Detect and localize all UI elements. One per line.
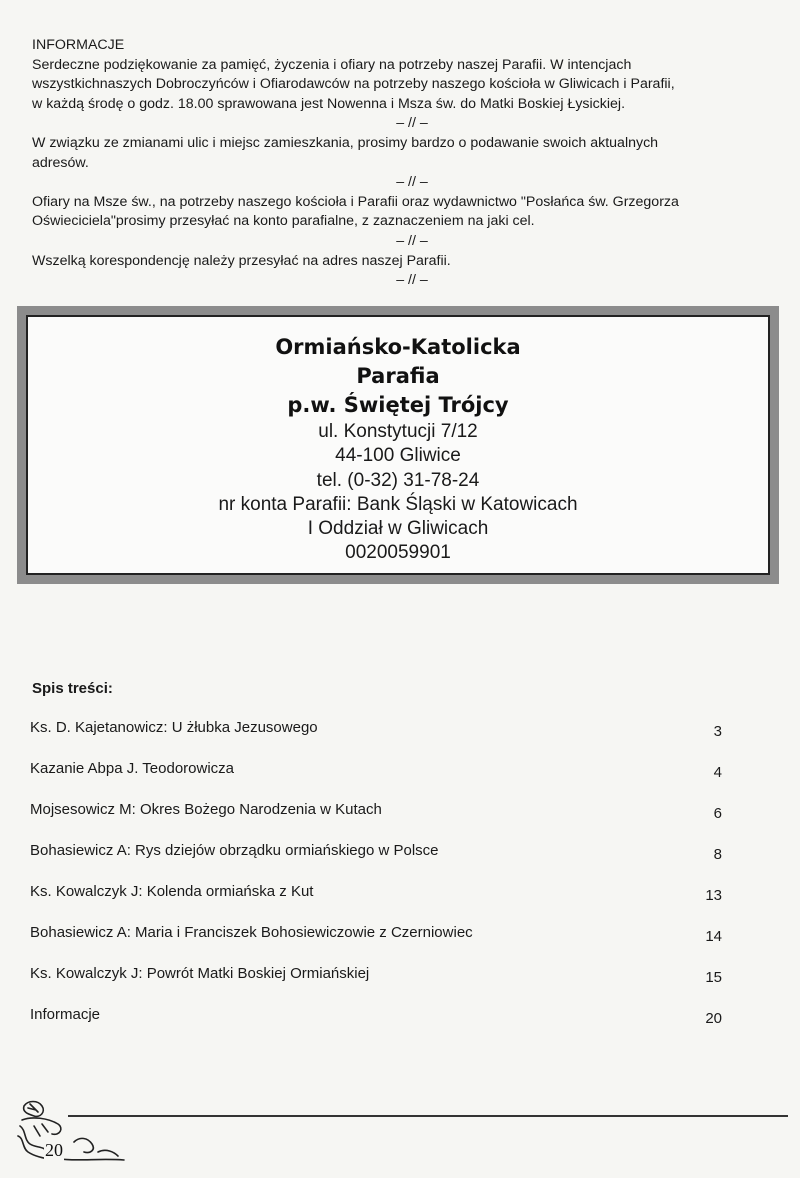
parish-account: 0020059901 — [345, 542, 451, 564]
info-paragraph-3 — [32, 193, 792, 232]
parish-name-line-1: Ormiańsko-Katolicka — [275, 335, 521, 359]
text-line: wszystkichnaszych Dobroczyńców i Ofiarodawców na potrzeby naszego kościoła w Gliwicach i Parafii, — [32, 76, 675, 93]
parish-info-box — [17, 306, 779, 584]
toc-entry-page: 14 — [705, 928, 722, 945]
separator: – // – — [396, 232, 428, 249]
text-line: Oświeciciela"prosimy przesyłać na konto parafialne, z zaznaczeniem na jaki cel. — [32, 213, 535, 230]
text-line: Wszelką korespondencję należy przesyłać na adres naszej Parafii. — [32, 252, 451, 269]
info-paragraph-1 — [32, 56, 792, 115]
toc-entry — [30, 883, 730, 924]
toc-entry — [30, 760, 730, 801]
toc-entry — [30, 842, 730, 883]
toc-entry-page: 6 — [713, 805, 722, 822]
toc-entry-title: Bohasiewicz A: Rys dziejów obrządku ormiańskiego w Polsce — [30, 842, 439, 859]
toc-entry-page: 13 — [705, 887, 722, 904]
toc-entry-title: Mojsesowicz M: Okres Bożego Narodzenia w Kutach — [30, 801, 382, 818]
parish-bank: nr konta Parafii: Bank Śląski w Katowicach — [218, 493, 578, 515]
toc-entry-title: Bohasiewicz A: Maria i Franciszek Bohosiewiczowie z Czerniowiec — [30, 924, 473, 941]
parish-name-line-3: p.w. Świętej Trójcy — [287, 393, 509, 417]
footer-rule — [68, 1115, 788, 1117]
page-number: 20 — [45, 1140, 63, 1160]
toc-entry-page: 15 — [705, 969, 722, 986]
information-section — [32, 36, 792, 291]
info-paragraph-2 — [32, 134, 792, 173]
toc-entry-page: 20 — [705, 1010, 722, 1027]
text-line: W związku ze zmianami ulic i miejsc zamieszkania, prosimy bardzo o podawanie swoich aktualnych — [32, 134, 659, 151]
toc-entry — [30, 965, 730, 1006]
separator: – // – — [396, 272, 428, 289]
text-line: adresów. — [32, 154, 89, 171]
toc-entry-title: Ks. Kowalczyk J: Powrót Matki Boskiej Ormiańskiej — [30, 965, 370, 982]
toc-heading: Spis treści: — [32, 680, 113, 697]
separator: – // – — [396, 174, 428, 191]
parish-phone: tel. (0-32) 31-78-24 — [316, 469, 480, 491]
text-line: Ofiary na Msze św., na potrzeby naszego kościoła i Parafii oraz wydawnictwo "Posłańca św. Grzegorza — [32, 193, 679, 210]
toc-entry — [30, 719, 730, 760]
parish-branch: I Oddział w Gliwicach — [307, 518, 489, 540]
toc-entry — [30, 1006, 730, 1047]
info-heading: INFORMACJE — [32, 37, 125, 53]
toc-entry-title: Informacje — [30, 1006, 101, 1023]
parish-city: 44-100 Gliwice — [335, 445, 461, 467]
parish-name-line-2: Parafia — [356, 364, 440, 388]
toc-entry-title: Ks. D. Kajetanowicz: U żłubka Jezusowego — [30, 719, 318, 736]
parish-address: ul. Konstytucji 7/12 — [318, 421, 478, 442]
toc-entry — [30, 924, 730, 965]
toc-entry — [30, 801, 730, 842]
text-line: Serdeczne podziękowanie za pamięć, życzenia i ofiary na potrzeby naszej Parafii. W intencjach — [32, 56, 632, 73]
toc-entry-page: 8 — [713, 846, 722, 863]
parish-info-box-inner — [26, 315, 770, 575]
toc-entry-title: Ks. Kowalczyk J: Kolenda ormiańska z Kut — [30, 883, 314, 900]
table-of-contents — [30, 680, 730, 1047]
toc-entry-page: 4 — [713, 764, 722, 781]
separator: – // – — [396, 115, 428, 132]
text-line: w każdą środę o godz. 18.00 sprawowana jest Nowenna i Msza św. do Matki Boskiej Łysickiej. — [32, 95, 626, 112]
toc-entry-title: Kazanie Abpa J. Teodorowicza — [30, 760, 235, 777]
info-paragraph-4 — [32, 252, 792, 272]
toc-entry-page: 3 — [713, 723, 722, 740]
sketch-illustration-icon — [14, 1096, 132, 1166]
